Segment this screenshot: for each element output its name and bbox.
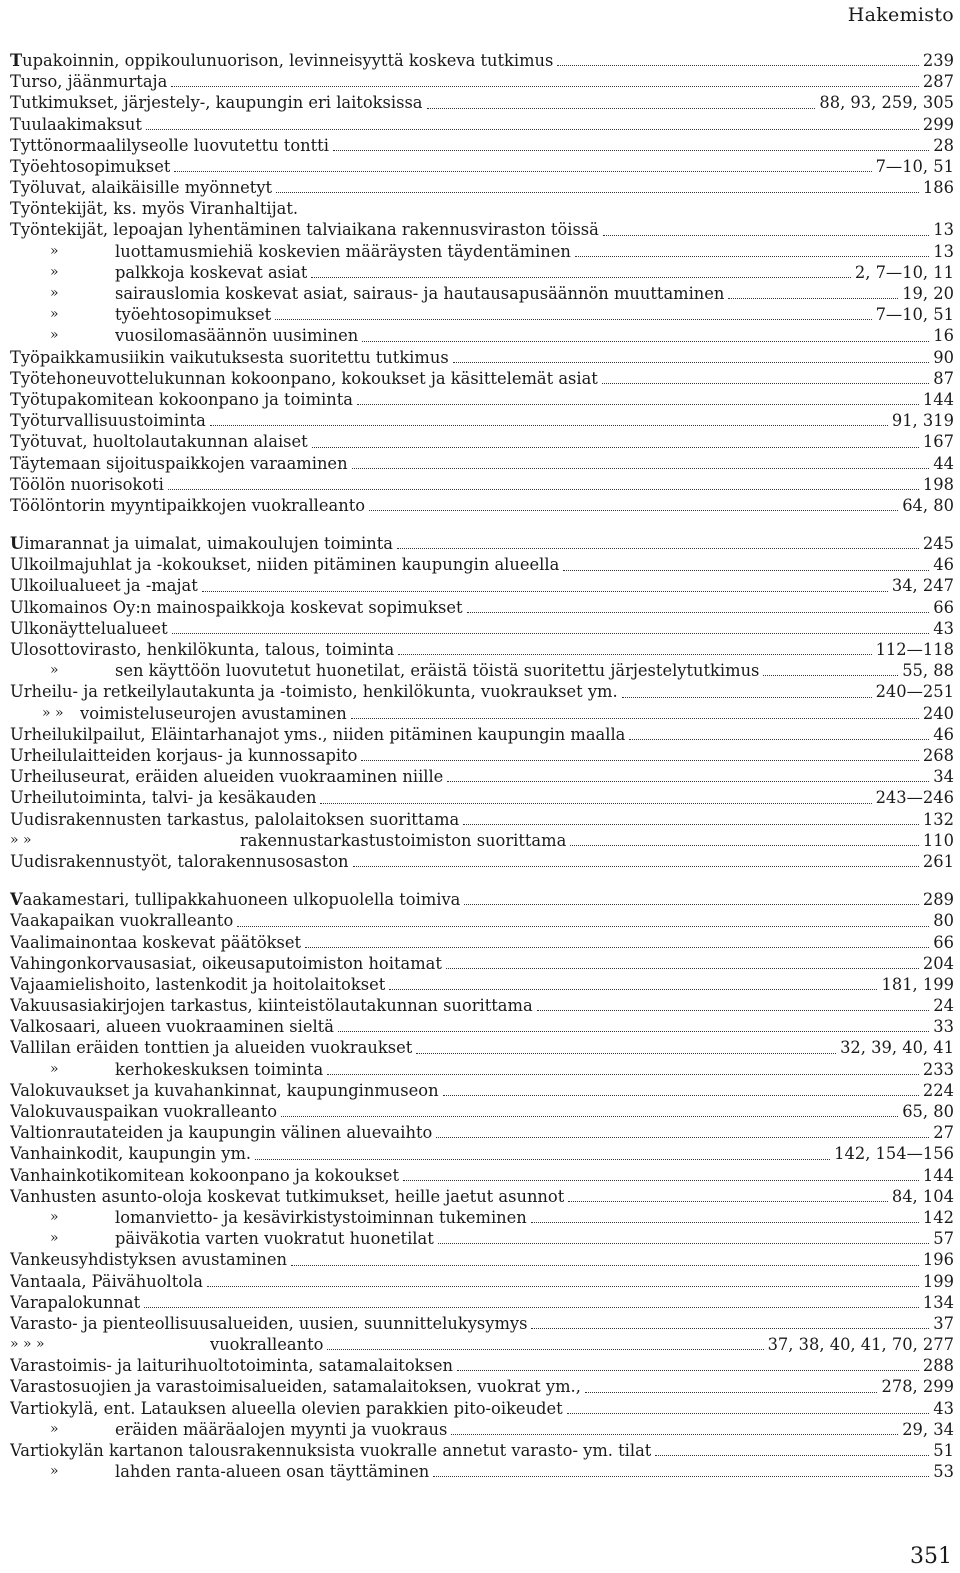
index-entry bbox=[10, 220, 954, 241]
entry-text: sen käyttöön luovutetut huonetilat, eräistä töistä suoritettu järjestelytutkimus bbox=[115, 661, 760, 681]
entry-text: Työluvat, alaikäisille myönnetyt bbox=[10, 178, 273, 198]
leader-dots bbox=[281, 1115, 898, 1117]
entry-pages: 289 bbox=[922, 890, 954, 910]
index-entry bbox=[10, 554, 954, 575]
entry-pages: 142, 154—156 bbox=[834, 1144, 954, 1164]
entry-text: eräiden määräalojen myynti ja vuokraus bbox=[115, 1419, 448, 1439]
leader-dots bbox=[168, 488, 919, 490]
entry-pages: 91, 319 bbox=[891, 411, 954, 431]
index-entry bbox=[10, 1101, 954, 1122]
entry-pages: 53 bbox=[933, 1462, 954, 1482]
entry-pages: 57 bbox=[933, 1229, 954, 1249]
index-entry bbox=[10, 177, 954, 198]
index-entry bbox=[10, 724, 954, 745]
ditto-mark: » bbox=[50, 662, 59, 679]
entry-pages: 28 bbox=[933, 135, 954, 155]
entry-pages: 88, 93, 259, 305 bbox=[819, 93, 954, 113]
entry-text: työehtosopimukset bbox=[115, 305, 272, 325]
entry-pages: 55, 88 bbox=[902, 661, 954, 681]
entry-pages: 84, 104 bbox=[891, 1186, 954, 1206]
leader-dots bbox=[568, 1200, 888, 1202]
leader-dots bbox=[171, 85, 919, 87]
entry-text: Vajaamielishoito, lastenkodit ja hoitolaitokset bbox=[10, 974, 386, 994]
index-entry bbox=[10, 1059, 954, 1080]
entry-pages: 288 bbox=[922, 1356, 954, 1376]
index-entry bbox=[10, 368, 954, 389]
leader-dots bbox=[210, 424, 888, 426]
leader-dots bbox=[369, 509, 898, 511]
entry-text: Valokuvauspaikan vuokralleanto bbox=[10, 1102, 278, 1121]
entry-text: Täytemaan sijoituspaikkojen varaaminen bbox=[10, 453, 348, 473]
index-entry bbox=[10, 1016, 954, 1037]
leader-dots bbox=[464, 903, 919, 905]
entry-text: Vartiokylä, ent. Latauksen alueella olevien parakkien pito-oikeudet bbox=[10, 1398, 563, 1418]
leader-dots bbox=[446, 967, 919, 969]
entry-pages: 34 bbox=[933, 767, 954, 787]
index-entry bbox=[10, 389, 954, 410]
entry-pages: 37, 38, 40, 41, 70, 277 bbox=[767, 1335, 954, 1355]
entry-text: päiväkotia varten vuokratut huonetilat bbox=[115, 1229, 434, 1249]
entry-pages: 64, 80 bbox=[902, 495, 954, 515]
leader-dots bbox=[291, 1264, 919, 1266]
index-entry bbox=[10, 71, 954, 92]
leader-dots bbox=[567, 1412, 930, 1414]
entry-text: Vanhainkotikomitean kokoonpano ja kokoukset bbox=[10, 1165, 399, 1185]
entry-pages: 278, 299 bbox=[881, 1377, 954, 1397]
index-entry bbox=[10, 1186, 954, 1207]
entry-pages: 46 bbox=[933, 724, 954, 744]
entry-text: vuosilomasäännön uusiminen bbox=[115, 326, 359, 346]
entry-pages: 2, 7—10, 11 bbox=[854, 262, 954, 282]
entry-pages: 43 bbox=[933, 1398, 954, 1418]
entry-pages: 142 bbox=[922, 1207, 954, 1227]
entry-text: Vankeusyhdistyksen avustaminen bbox=[10, 1250, 287, 1270]
entry-text: rakennustarkastustoimiston suorittama bbox=[240, 830, 567, 850]
entry-pages: 245 bbox=[922, 534, 954, 554]
leader-dots bbox=[728, 297, 898, 299]
index-entry bbox=[10, 974, 954, 995]
leader-dots bbox=[629, 738, 929, 740]
entry-text: Tuulaakimaksut bbox=[10, 114, 142, 134]
index-entry bbox=[10, 995, 954, 1016]
entry-pages: 239 bbox=[922, 50, 954, 70]
index-entry bbox=[10, 474, 954, 495]
entry-pages: 144 bbox=[922, 1165, 954, 1185]
entry-text: vuokralleanto bbox=[210, 1335, 324, 1355]
leader-dots bbox=[602, 382, 929, 384]
entry-text: Varasto- ja pienteollisuusalueiden, uusien, suunnittelukysymys bbox=[10, 1313, 528, 1333]
entry-text: Työtuvat, huoltolautakunnan alaiset bbox=[10, 432, 308, 452]
leader-dots bbox=[305, 946, 929, 948]
entry-text: Vahingonkorvausasiat, oikeusaputoimiston hoitamat bbox=[10, 953, 442, 973]
ditto-mark: » bbox=[50, 285, 59, 302]
index-entry bbox=[10, 1249, 954, 1270]
leader-dots bbox=[174, 170, 871, 172]
leader-dots bbox=[352, 467, 930, 469]
entry-text: Tupakoinnin, oppikoulunuorison, levinneisyyttä koskeva tutkimus bbox=[10, 50, 554, 70]
index-entry bbox=[10, 766, 954, 787]
leader-dots bbox=[351, 717, 919, 719]
entry-pages: 51 bbox=[933, 1441, 954, 1460]
leader-dots bbox=[327, 1073, 919, 1075]
entry-text: Uimarannat ja uimalat, uimakoulujen toiminta bbox=[10, 534, 393, 554]
index-entry bbox=[10, 1461, 954, 1482]
leader-dots bbox=[622, 696, 872, 698]
leader-dots bbox=[320, 802, 871, 804]
entry-text: Urheilutoiminta, talvi- ja kesäkauden bbox=[10, 788, 317, 808]
leader-dots bbox=[361, 759, 918, 761]
entry-pages: 13 bbox=[933, 220, 954, 240]
section-gap bbox=[10, 872, 954, 889]
entry-text: Vallilan eräiden tonttien ja alueiden vuokraukset bbox=[10, 1038, 413, 1058]
index-entry bbox=[10, 431, 954, 452]
page-number: 351 bbox=[910, 1544, 952, 1569]
entry-text: Uudisrakennustyöt, talorakennusosaston bbox=[10, 851, 349, 871]
ditto-mark: » bbox=[50, 242, 59, 259]
leader-dots bbox=[438, 1242, 930, 1244]
leader-dots bbox=[255, 1158, 830, 1160]
index-entry bbox=[10, 830, 954, 851]
entry-pages: 66 bbox=[933, 932, 954, 952]
section-gap bbox=[10, 516, 954, 533]
entry-pages: 196 bbox=[922, 1250, 954, 1270]
entry-text: Työntekijät, lepoajan lyhentäminen talviaikana rakennusviraston töissä bbox=[10, 220, 599, 240]
entry-text: Vantaala, Päivähuoltola bbox=[10, 1271, 203, 1291]
index-entry bbox=[10, 1376, 954, 1397]
running-header: Hakemisto bbox=[847, 4, 954, 26]
leader-dots bbox=[563, 569, 929, 571]
leader-dots bbox=[451, 1433, 898, 1435]
leader-dots bbox=[603, 234, 929, 236]
index-entry bbox=[10, 1313, 954, 1334]
entry-text: Tyttönormaalilyseolle luovutettu tontti bbox=[10, 135, 329, 155]
entry-text: Uudisrakennusten tarkastus, palolaitoksen suorittama bbox=[10, 809, 460, 829]
leader-dots bbox=[311, 276, 850, 278]
entry-text: Työehtosopimukset bbox=[10, 156, 171, 176]
index-entry bbox=[10, 932, 954, 953]
index-entry bbox=[10, 1143, 954, 1164]
entry-pages: 299 bbox=[922, 114, 954, 134]
index-entry bbox=[10, 304, 954, 325]
ditto-mark: » bbox=[50, 306, 59, 323]
leader-dots bbox=[276, 191, 919, 193]
index-entry bbox=[10, 745, 954, 766]
entry-text: palkkoja koskevat asiat bbox=[115, 262, 308, 282]
entry-pages: 34, 247 bbox=[891, 576, 954, 596]
entry-pages: 243—246 bbox=[875, 788, 954, 808]
index-entry bbox=[10, 495, 954, 516]
index-entry bbox=[10, 1165, 954, 1186]
index-entry bbox=[10, 241, 954, 262]
entry-pages: 65, 80 bbox=[902, 1102, 954, 1121]
entry-pages: 287 bbox=[922, 72, 954, 92]
entry-text: Vanhainkodit, kaupungin ym. bbox=[10, 1144, 252, 1164]
entry-text: Ulkonäyttelualueet bbox=[10, 618, 168, 638]
leader-dots bbox=[537, 1009, 930, 1011]
index-entry bbox=[10, 1419, 954, 1440]
index-entry bbox=[10, 597, 954, 618]
entry-text: Urheilu- ja retkeilylautakunta ja -toimisto, henkilökunta, vuokraukset ym. bbox=[10, 682, 618, 702]
leader-dots bbox=[207, 1285, 919, 1287]
index-entry bbox=[10, 156, 954, 177]
index-entry bbox=[10, 198, 954, 219]
entry-text: Varapalokunnat bbox=[10, 1292, 141, 1312]
entry-pages: 46 bbox=[933, 555, 954, 575]
entry-text: sairauslomia koskevat asiat, sairaus- ja hautausapusäännön muuttaminen bbox=[115, 284, 725, 304]
index-entry bbox=[10, 1207, 954, 1228]
entry-pages: 167 bbox=[922, 432, 954, 452]
entry-text: voimisteluseurojen avustaminen bbox=[80, 703, 347, 723]
leader-dots bbox=[403, 1179, 919, 1181]
index-entry bbox=[10, 1334, 954, 1355]
index-entry bbox=[10, 1292, 954, 1313]
ditto-mark: » bbox=[50, 1463, 59, 1480]
index-entry bbox=[10, 1271, 954, 1292]
leader-dots bbox=[570, 844, 919, 846]
leader-dots bbox=[237, 925, 929, 927]
leader-dots bbox=[585, 1391, 878, 1393]
index-entry bbox=[10, 618, 954, 639]
leader-dots bbox=[655, 1454, 929, 1456]
leader-dots bbox=[531, 1221, 919, 1223]
index-entry bbox=[10, 1080, 954, 1101]
entry-pages: 27 bbox=[933, 1123, 954, 1143]
entry-pages: 186 bbox=[922, 178, 954, 198]
entry-pages: 240 bbox=[922, 703, 954, 723]
entry-text: Varastoimis- ja laiturihuoltotoiminta, satamalaitoksen bbox=[10, 1356, 453, 1376]
entry-pages: 233 bbox=[922, 1059, 954, 1079]
entry-text: Varastosuojien ja varastoimisalueiden, satamalaitoksen, vuokrat ym., bbox=[10, 1377, 581, 1397]
entry-pages: 13 bbox=[933, 241, 954, 261]
entry-pages: 240—251 bbox=[875, 682, 954, 702]
entry-text: Töölön nuorisokoti bbox=[10, 474, 164, 494]
leader-dots bbox=[433, 1475, 929, 1477]
entry-pages: 204 bbox=[922, 953, 954, 973]
index-entry bbox=[10, 809, 954, 830]
index-entry bbox=[10, 639, 954, 660]
leader-dots bbox=[447, 780, 929, 782]
index-entry bbox=[10, 92, 954, 113]
entry-pages: 144 bbox=[922, 389, 954, 409]
entry-text: Vartiokylän kartanon talousrakennuksista vuokralle annetut varasto- ym. tilat bbox=[10, 1441, 652, 1460]
leader-dots bbox=[531, 1327, 929, 1329]
index-entry bbox=[10, 453, 954, 474]
index-entry bbox=[10, 889, 954, 910]
index-list bbox=[10, 50, 954, 1482]
entry-text: Vakuusasiakirjojen tarkastus, kiinteistölautakunnan suorittama bbox=[10, 996, 533, 1016]
entry-pages: 43 bbox=[933, 618, 954, 638]
leader-dots bbox=[398, 653, 871, 655]
index-entry bbox=[10, 681, 954, 702]
leader-dots bbox=[763, 674, 898, 676]
ditto-mark: » » bbox=[10, 831, 32, 848]
leader-dots bbox=[172, 632, 930, 634]
ditto-mark: » bbox=[50, 1208, 59, 1225]
index-entry bbox=[10, 953, 954, 974]
entry-text: Työtehoneuvottelukunnan kokoonpano, kokoukset ja käsittelemät asiat bbox=[10, 368, 598, 388]
entry-text: Työntekijät, ks. myös Viranhaltijat. bbox=[10, 199, 299, 219]
index-entry bbox=[10, 135, 954, 156]
entry-text: Vanhusten asunto-oloja koskevat tutkimukset, heille jaetut asunnot bbox=[10, 1186, 565, 1206]
leader-dots bbox=[427, 107, 816, 109]
entry-text: lomanvietto- ja kesävirkistystoiminnan tukeminen bbox=[115, 1207, 527, 1227]
entry-text: Tutkimukset, järjestely-, kaupungin eri laitoksissa bbox=[10, 93, 423, 113]
leader-dots bbox=[436, 1136, 929, 1138]
ditto-mark: » bbox=[50, 263, 59, 280]
ditto-mark: » bbox=[50, 1060, 59, 1077]
entry-pages: 261 bbox=[922, 851, 954, 871]
entry-pages: 198 bbox=[922, 474, 954, 494]
leader-dots bbox=[327, 1348, 763, 1350]
leader-dots bbox=[463, 823, 919, 825]
entry-pages: 110 bbox=[922, 830, 954, 850]
index-entry bbox=[10, 1398, 954, 1419]
entry-text: Vaakapaikan vuokralleanto bbox=[10, 911, 234, 931]
ditto-mark: » » » bbox=[10, 1336, 45, 1353]
entry-pages: 224 bbox=[922, 1080, 954, 1100]
leader-dots bbox=[575, 255, 929, 257]
entry-text: Vaakamestari, tullipakkahuoneen ulkopuolella toimiva bbox=[10, 890, 461, 910]
entry-pages: 7—10, 51 bbox=[875, 156, 954, 176]
entry-pages: 80 bbox=[933, 911, 954, 931]
index-entry bbox=[10, 1122, 954, 1143]
index-entry bbox=[10, 325, 954, 346]
entry-text: Valtionrautateiden ja kaupungin välinen aluevaihto bbox=[10, 1123, 433, 1143]
entry-pages: 112—118 bbox=[875, 640, 954, 660]
entry-text: lahden ranta-alueen osan täyttäminen bbox=[115, 1462, 430, 1482]
leader-dots bbox=[357, 403, 919, 405]
ditto-mark: » bbox=[50, 1230, 59, 1247]
entry-text: Työpaikkamusiikin vaikutuksesta suoritettu tutkimus bbox=[10, 347, 449, 367]
index-entry bbox=[10, 576, 954, 597]
entry-pages: 44 bbox=[933, 453, 954, 473]
leader-dots bbox=[338, 1030, 929, 1032]
entry-text: Ulkoilmajuhlat ja -kokoukset, niiden pitäminen kaupungin alueella bbox=[10, 555, 560, 575]
entry-pages: 29, 34 bbox=[902, 1419, 954, 1439]
leader-dots bbox=[202, 590, 888, 592]
entry-pages: 87 bbox=[933, 368, 954, 388]
index-entry bbox=[10, 1355, 954, 1376]
entry-text: Valkosaari, alueen vuokraaminen sieltä bbox=[10, 1017, 334, 1037]
entry-pages: 19, 20 bbox=[902, 284, 954, 304]
entry-text: Vaalimainontaa koskevat päätökset bbox=[10, 932, 302, 952]
leader-dots bbox=[275, 318, 871, 320]
index-entry bbox=[10, 910, 954, 931]
index-entry bbox=[10, 703, 954, 724]
ditto-mark: » bbox=[50, 1420, 59, 1437]
leader-dots bbox=[457, 1369, 919, 1371]
entry-text: Valokuvaukset ja kuvahankinnat, kaupunginmuseon bbox=[10, 1080, 439, 1100]
index-entry bbox=[10, 1228, 954, 1249]
leader-dots bbox=[397, 547, 919, 549]
leader-dots bbox=[353, 865, 919, 867]
entry-pages: 199 bbox=[922, 1271, 954, 1291]
index-entry bbox=[10, 1037, 954, 1058]
entry-text: Ulkoilualueet ja -majat bbox=[10, 576, 198, 596]
entry-pages: 16 bbox=[933, 326, 954, 346]
leader-dots bbox=[362, 340, 929, 342]
entry-text: luottamusmiehiä koskevien määräysten täydentäminen bbox=[115, 241, 571, 261]
leader-dots bbox=[389, 988, 877, 990]
index-entry bbox=[10, 283, 954, 304]
leader-dots bbox=[416, 1052, 836, 1054]
ditto-mark: » » bbox=[42, 704, 64, 721]
entry-pages: 7—10, 51 bbox=[875, 305, 954, 325]
entry-pages: 181, 199 bbox=[881, 974, 954, 994]
entry-pages: 33 bbox=[933, 1017, 954, 1037]
entry-text: Urheiluseurat, eräiden alueiden vuokraaminen niille bbox=[10, 767, 444, 787]
entry-pages: 66 bbox=[933, 597, 954, 617]
entry-text: Ulkomainos Oy:n mainospaikkoja koskevat sopimukset bbox=[10, 597, 463, 617]
index-entry bbox=[10, 1440, 954, 1461]
leader-dots bbox=[333, 149, 929, 151]
index-entry bbox=[10, 851, 954, 872]
entry-text: Töölöntorin myyntipaikkojen vuokralleanto bbox=[10, 495, 366, 515]
index-entry bbox=[10, 660, 954, 681]
index-entry bbox=[10, 262, 954, 283]
entry-pages: 24 bbox=[933, 996, 954, 1016]
index-entry bbox=[10, 50, 954, 71]
entry-pages: 90 bbox=[933, 347, 954, 367]
entry-text: Työturvallisuustoiminta bbox=[10, 411, 206, 431]
entry-text: Ulosottovirasto, henkilökunta, talous, toiminta bbox=[10, 640, 395, 660]
leader-dots bbox=[144, 1306, 919, 1308]
entry-pages: 37 bbox=[933, 1313, 954, 1333]
index-entry bbox=[10, 410, 954, 431]
leader-dots bbox=[146, 128, 919, 130]
entry-text: kerhokeskuksen toiminta bbox=[115, 1059, 324, 1079]
entry-pages: 268 bbox=[922, 746, 954, 765]
ditto-mark: » bbox=[50, 327, 59, 344]
leader-dots bbox=[443, 1094, 919, 1096]
entry-text: Urheilulaitteiden korjaus- ja kunnossapito bbox=[10, 746, 358, 765]
entry-pages: 132 bbox=[922, 809, 954, 829]
entry-pages: 32, 39, 40, 41 bbox=[840, 1038, 954, 1058]
entry-text: Työtupakomitean kokoonpano ja toiminta bbox=[10, 389, 353, 409]
index-entry bbox=[10, 347, 954, 368]
leader-dots bbox=[312, 446, 919, 448]
index-entry bbox=[10, 533, 954, 554]
entry-text: Turso, jäänmurtaja bbox=[10, 72, 168, 92]
entry-pages: 134 bbox=[922, 1292, 954, 1312]
index-entry bbox=[10, 787, 954, 808]
leader-dots bbox=[557, 64, 919, 66]
index-entry bbox=[10, 114, 954, 135]
leader-dots bbox=[467, 611, 930, 613]
leader-dots bbox=[453, 361, 930, 363]
entry-text: Urheilukilpailut, Eläintarhanajot yms., niiden pitäminen kaupungin maalla bbox=[10, 724, 626, 744]
